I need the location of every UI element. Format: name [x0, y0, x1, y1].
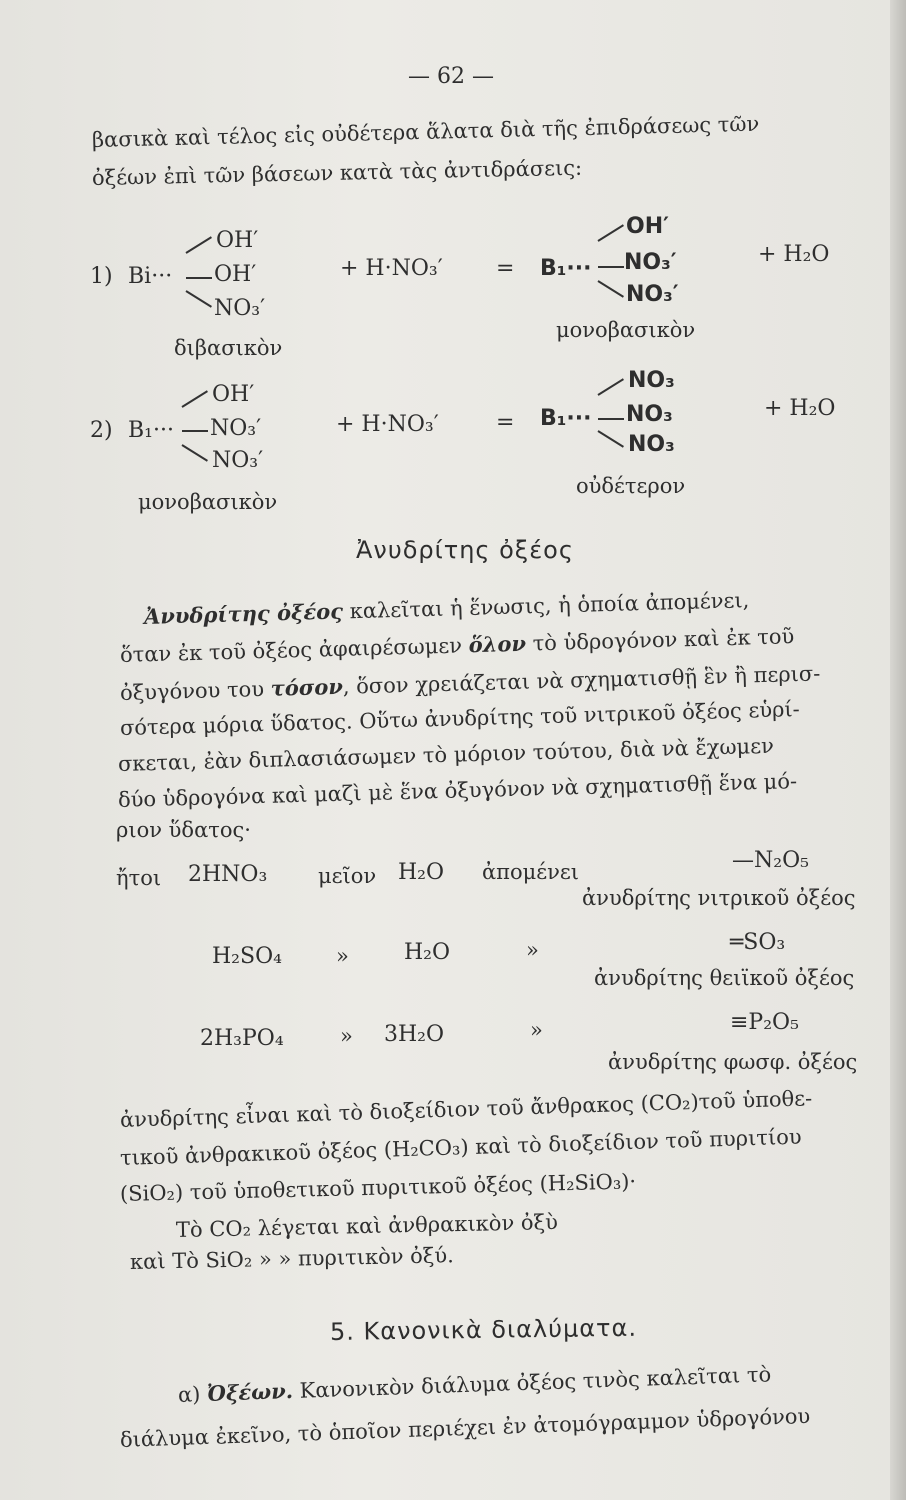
page-number: — 62 —	[408, 64, 494, 89]
product-group-1-1: OH′	[626, 214, 669, 239]
normal-line-1: α) Ὀξέων. Κανονικὸν διάλυμα ὀξέος τινὸς καλεῖται τὸ	[177, 1362, 772, 1407]
row3-name: ἀνυδρίτης φωσφ. ὀξέος	[608, 1050, 858, 1074]
row1-lead: ἤτοι	[116, 866, 162, 890]
bond-line	[181, 390, 208, 408]
bond-line	[597, 378, 624, 396]
product-group-1-2: NO₃′	[624, 250, 677, 275]
group-2-1: OH′	[212, 382, 255, 407]
bond-line	[597, 224, 624, 242]
group-2-3: NO₃′	[212, 448, 264, 473]
row2-minus: »	[336, 944, 349, 968]
bond-line	[182, 430, 208, 432]
para2-line-1: ἀνυδρίτης εἶναι καὶ τὸ διοξείδιον τοῦ ἄνθρακος (CO₂)τοῦ ὑποθε-	[119, 1086, 813, 1132]
product-group-2-1: NO₃	[628, 368, 675, 393]
product-2-center: B₁···	[540, 406, 592, 431]
equals-1: =	[496, 256, 515, 281]
para1-line-7: ριον ὕδατος·	[116, 818, 251, 842]
para3-line-2: καὶ Τὸ SiO₂ » » πυριτικὸν ὀξύ.	[129, 1243, 455, 1274]
group-1-2: OH′	[214, 262, 257, 287]
row2-verb: »	[526, 938, 539, 962]
reaction-2-center: B₁···	[128, 418, 174, 443]
row2-water: H₂O	[404, 940, 451, 965]
bond-line	[185, 236, 212, 254]
row2-name: ἀνυδρίτης θειϊκοῦ ὀξέος	[594, 966, 855, 990]
bond-line	[185, 290, 212, 308]
row1-result: —N₂O₅	[732, 848, 809, 873]
term-anhydride: Ἀνυδρίτης ὀξέος	[143, 598, 344, 629]
row1-verb: ἀπομένει	[482, 860, 580, 884]
intro-line-1: βασικὰ καὶ τέλος εἰς οὐδέτερα ἅλατα διὰ τῆς ἐπιδράσεως τῶν	[91, 111, 760, 152]
reaction-2-number: 2)	[90, 418, 113, 443]
row2-result: ═SO₃	[730, 930, 786, 955]
plus-water-1: + H₂O	[758, 242, 830, 267]
row1-water: H₂O	[398, 860, 445, 885]
para1-line-3: ὀξυγόνου του τόσον, ὅσον χρειάζεται νὰ σχηματισθῇ ἓν ἢ περισ-	[119, 661, 821, 705]
row3-acid: 2H₃PO₄	[200, 1026, 284, 1051]
label-monobasic-1: μονοβασικὸν	[556, 318, 696, 342]
product-group-2-2: NO₃	[626, 402, 673, 427]
label-monobasic-2: μονοβασικὸν	[138, 490, 278, 514]
group-1-1: OH′	[216, 228, 259, 253]
row2-acid: H₂SO₄	[212, 944, 282, 969]
para1-line-6: δύο ὑδρογόνα καὶ μαζὶ μὲ ἕνα ὀξυγόνον νὰ σχηματισθῇ ἕνα μό-	[117, 769, 798, 812]
term-acids: Ὀξέων.	[206, 1377, 294, 1406]
bond-line	[597, 430, 624, 448]
bond-line	[181, 444, 208, 462]
para1-line-4: σότερα μόρια ὕδατος. Οὕτω ἀνυδρίτης τοῦ νιτρικοῦ ὀξέος εὑρί-	[119, 697, 801, 740]
row1-acid: 2HNO₃	[188, 862, 268, 887]
reaction-1-number: 1)	[90, 264, 113, 289]
plus-water-2: + H₂O	[764, 396, 836, 421]
section-heading-anhydride: Ἀνυδρίτης ὀξέος	[356, 536, 574, 564]
row3-result: ≡P₂O₅	[730, 1010, 799, 1035]
equals-2: =	[496, 410, 515, 435]
product-1-center: B₁···	[540, 256, 592, 281]
para2-line-3: (SiO₂) τοῦ ὑποθετικοῦ πυριτικοῦ ὀξέος (H₂SiO₃)·	[119, 1169, 637, 1206]
intro-line-2: ὀξέων ἐπὶ τῶν βάσεων κατὰ τὰς ἀντιδράσεις:	[91, 155, 583, 190]
group-1-3: NO₃′	[214, 296, 266, 321]
para1-line-1: Ἀνυδρίτης ὀξέος καλεῖται ἡ ἕνωσις, ἡ ὁποία ἀπομένει,	[143, 588, 750, 629]
para1-line-5: σκεται, ἐὰν διπλασιάσωμεν τὸ μόριον τούτου, διὰ νὰ ἔχωμεν	[117, 733, 775, 776]
normal-line-2: διάλυμα ἐκεῖνο, τὸ ὁποῖον περιέχει ἐν ἀτομόγραμμον ὑδρογόνου	[119, 1403, 811, 1452]
bond-line	[598, 418, 624, 420]
product-group-1-3: NO₃′	[626, 282, 679, 307]
group-2-2: NO₃′	[210, 416, 262, 441]
para1-line-2: ὅταν ἐκ τοῦ ὀξέος ἀφαιρέσωμεν ὅλον τὸ ὑδρογόνον καὶ ἐκ τοῦ	[119, 624, 795, 667]
row3-verb: »	[530, 1018, 543, 1042]
bond-line	[597, 280, 624, 298]
row1-minus: μεῖον	[318, 864, 377, 888]
label-dibasic: διβασικὸν	[174, 336, 283, 360]
plus-acid-1: + H·NO₃′	[340, 256, 443, 281]
label-neutral: οὐδέτερον	[576, 474, 686, 498]
bond-line	[186, 277, 212, 279]
page-edge	[890, 0, 906, 1500]
product-group-2-3: NO₃	[628, 432, 675, 457]
para2-line-2: τικοῦ ἀνθρακικοῦ ὀξέος (H₂CO₃) καὶ τὸ διοξείδιον τοῦ πυριτίου	[119, 1124, 802, 1170]
reaction-1-center: Bi···	[128, 264, 173, 289]
para3-line-1: Τὸ CO₂ λέγεται καὶ ἀνθρακικὸν ὀξὺ	[175, 1210, 559, 1242]
section-heading-normal-solutions: 5. Κανονικὰ διαλύματα.	[329, 1313, 638, 1346]
plus-acid-2: + H·NO₃′	[336, 412, 439, 437]
row3-minus: »	[340, 1024, 353, 1048]
row3-water: 3H₂O	[384, 1022, 445, 1047]
row1-name: ἀνυδρίτης νιτρικοῦ ὀξέος	[582, 886, 856, 910]
bond-line	[598, 266, 624, 268]
